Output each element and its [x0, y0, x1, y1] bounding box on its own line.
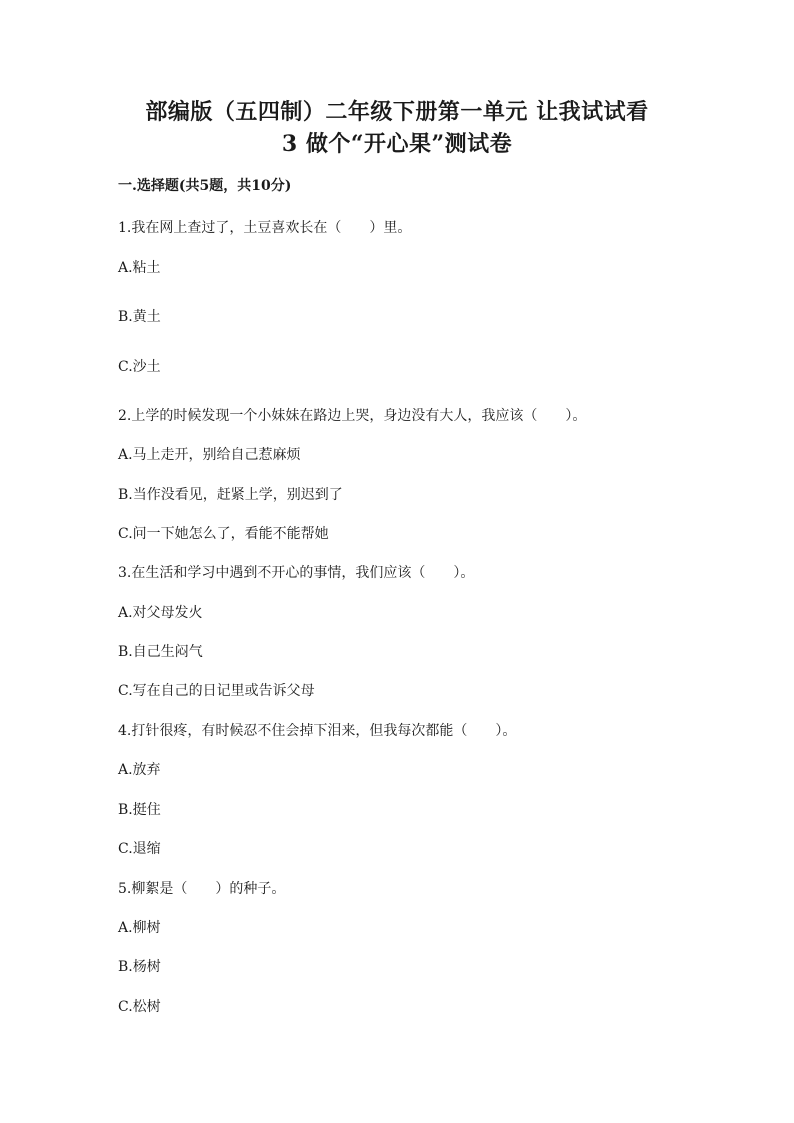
- exam-title-line2: 3 做个“开心果”测试卷: [281, 131, 513, 157]
- question-3-stem: 3.在生活和学习中遇到不开心的事情，我们应该（ ）。: [118, 565, 475, 581]
- question-2-stem: 2.上学的时候发现一个小妹妹在路边上哭，身边没有大人，我应该（ ）。: [118, 408, 587, 424]
- question-5-stem: 5.柳絮是（ ）的种子。: [118, 881, 286, 897]
- question-5-option-a: A.柳树: [118, 920, 161, 936]
- question-2-option-a: A.马上走开，别给自己惹麻烦: [118, 447, 301, 463]
- question-4-option-c: C.退缩: [118, 841, 161, 857]
- question-5-option-c: C.松树: [118, 999, 161, 1015]
- question-2-option-c: C.问一下她怎么了，看能不能帮她: [118, 526, 329, 542]
- question-3-option-a: A.对父母发火: [118, 605, 203, 621]
- question-1-stem: 1.我在网上查过了，土豆喜欢长在（ ）里。: [118, 220, 412, 236]
- section-heading: 一.选择题(共5题，共10分): [118, 178, 292, 194]
- question-3-option-c: C.写在自己的日记里或告诉父母: [118, 683, 315, 699]
- question-4-stem: 4.打针很疼，有时候忍不住会掉下泪来，但我每次都能（ ）。: [118, 723, 517, 739]
- question-3-option-b: B.自己生闷气: [118, 644, 203, 660]
- question-4-option-a: A.放弃: [118, 762, 161, 778]
- question-4-option-b: B.挺住: [118, 802, 161, 818]
- question-2-option-b: B.当作没看见，赶紧上学，别迟到了: [118, 487, 343, 503]
- question-1-option-b: B.黄土: [118, 309, 161, 325]
- exam-title-line1: 部编版（五四制）二年级下册第一单元 让我试试看: [145, 99, 649, 125]
- question-1-option-c: C.沙土: [118, 359, 161, 375]
- question-5-option-b: B.杨树: [118, 959, 161, 975]
- question-1-option-a: A.粘土: [118, 260, 161, 276]
